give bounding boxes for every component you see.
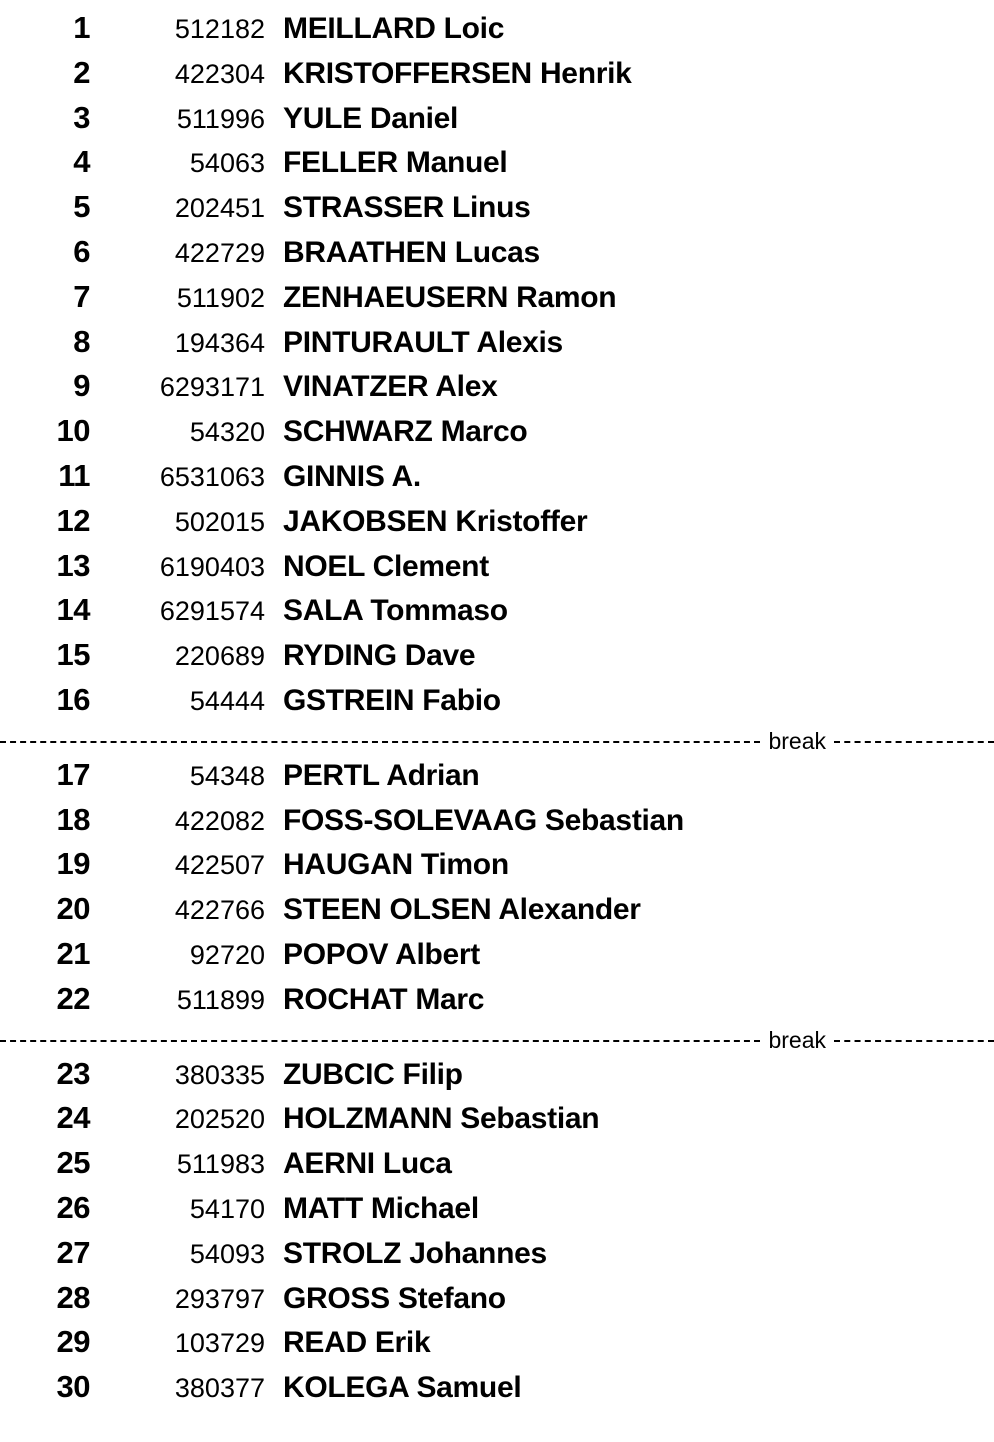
table-row[interactable]	[0, 144, 994, 189]
table-row[interactable]	[0, 981, 994, 1026]
bib-number: 422304	[174, 58, 265, 89]
table-row[interactable]	[0, 936, 994, 981]
athlete-name: PERTL Adrian	[283, 758, 480, 792]
table-row[interactable]	[0, 368, 994, 413]
athlete-name: ROCHAT Marc	[283, 982, 485, 1016]
athlete-name: YULE Daniel	[283, 101, 459, 135]
bib-number: 194364	[174, 327, 265, 358]
athlete-name: STROLZ Johannes	[283, 1236, 547, 1270]
table-row[interactable]	[0, 1100, 994, 1145]
bib-number: 54170	[189, 1193, 265, 1224]
table-row[interactable]	[0, 234, 994, 279]
break-line-left	[0, 741, 760, 743]
bib-number: 380335	[174, 1059, 265, 1090]
athlete-name: ZENHAEUSERN Ramon	[283, 280, 617, 314]
bib-number: 511899	[176, 984, 265, 1015]
athlete-name: GROSS Stefano	[283, 1281, 506, 1315]
athlete-name: READ Erik	[283, 1326, 431, 1360]
bib-number: 502015	[174, 506, 265, 537]
athlete-name: FOSS-SOLEVAAG Sebastian	[283, 803, 684, 837]
athlete-name: GINNIS A.	[283, 459, 421, 493]
rank-number: 23	[56, 1055, 90, 1091]
rank-number: 25	[56, 1145, 90, 1181]
athlete-name: BRAATHEN Lucas	[283, 235, 540, 269]
athlete-name: SCHWARZ Marco	[283, 415, 528, 449]
bib-number: 54093	[189, 1238, 265, 1269]
athlete-name: SALA Tommaso	[283, 594, 508, 628]
bib-number: 54063	[189, 148, 265, 179]
table-row[interactable]	[0, 458, 994, 503]
rank-number: 1	[73, 10, 90, 45]
table-row[interactable]	[0, 682, 994, 727]
rank-number: 11	[58, 457, 90, 493]
rank-number: 6	[73, 233, 90, 269]
bib-number: 293797	[174, 1283, 265, 1314]
rank-number: 7	[73, 278, 90, 314]
rank-number: 3	[73, 99, 90, 135]
rank-number: 29	[56, 1324, 90, 1360]
table-row[interactable]	[0, 100, 994, 145]
table-row[interactable]	[0, 802, 994, 847]
table-row[interactable]	[0, 189, 994, 234]
rank-number: 9	[73, 368, 90, 404]
bib-number: 422082	[174, 805, 265, 836]
bib-number: 54320	[189, 417, 265, 448]
rank-number: 20	[56, 891, 90, 927]
athlete-name: PINTURAULT Alexis	[283, 325, 563, 359]
rank-number: 13	[56, 547, 90, 583]
table-row[interactable]	[0, 891, 994, 936]
table-row[interactable]	[0, 1280, 994, 1325]
bib-number: 54348	[189, 760, 265, 791]
bib-number: 422507	[174, 850, 265, 881]
table-row[interactable]	[0, 324, 994, 369]
table-row[interactable]	[0, 757, 994, 802]
table-row[interactable]	[0, 1056, 994, 1101]
bib-number: 202451	[174, 193, 265, 224]
athlete-name: FELLER Manuel	[283, 146, 508, 180]
athlete-name: JAKOBSEN Kristoffer	[283, 504, 588, 538]
break-label: break	[768, 728, 826, 755]
bib-number: 422766	[174, 895, 265, 926]
bib-number: 511902	[176, 282, 265, 313]
table-row[interactable]	[0, 1145, 994, 1190]
table-row[interactable]	[0, 637, 994, 682]
table-row[interactable]	[0, 413, 994, 458]
table-row[interactable]	[0, 10, 994, 55]
rank-number: 17	[56, 756, 90, 792]
bib-number: 511996	[176, 103, 265, 134]
bib-number: 512182	[174, 14, 265, 44]
bib-number: 202520	[174, 1104, 265, 1135]
table-row[interactable]	[0, 548, 994, 593]
bib-number: 220689	[174, 641, 265, 672]
table-row[interactable]	[0, 1369, 994, 1414]
table-row[interactable]	[0, 1324, 994, 1369]
bib-number: 6291574	[159, 596, 265, 627]
athlete-name: MATT Michael	[283, 1191, 479, 1225]
break-separator	[0, 727, 994, 757]
break-line-right	[834, 741, 994, 743]
bib-number: 422729	[174, 237, 265, 268]
athlete-name: HAUGAN Timon	[283, 848, 509, 882]
bib-number: 54444	[189, 685, 265, 716]
bib-number: 511983	[176, 1149, 265, 1180]
rank-number: 14	[56, 592, 90, 628]
rank-number: 16	[56, 681, 90, 717]
athlete-name: GSTREIN Fabio	[283, 683, 501, 717]
athlete-name: STRASSER Linus	[283, 191, 531, 225]
rank-number: 24	[56, 1100, 90, 1136]
athlete-name: STEEN OLSEN Alexander	[283, 893, 641, 927]
table-row[interactable]	[0, 55, 994, 100]
rank-number: 8	[73, 323, 90, 359]
break-line-left	[0, 1040, 760, 1042]
bib-number: 6190403	[159, 551, 265, 582]
bib-number: 380377	[174, 1373, 265, 1404]
athlete-name: KOLEGA Samuel	[283, 1371, 522, 1405]
table-row[interactable]	[0, 1190, 994, 1235]
rank-number: 5	[73, 189, 90, 225]
rank-number: 28	[56, 1279, 90, 1315]
athlete-name: MEILLARD Loic	[283, 12, 505, 45]
rank-number: 12	[56, 502, 90, 538]
rank-number: 15	[56, 637, 90, 673]
table-row[interactable]	[0, 503, 994, 548]
break-separator	[0, 1026, 994, 1056]
athlete-name: AERNI Luca	[283, 1147, 452, 1181]
athlete-name: VINATZER Alex	[283, 370, 498, 404]
bib-number: 103729	[174, 1328, 265, 1359]
table-row[interactable]	[0, 279, 994, 324]
athlete-name: ZUBCIC Filip	[283, 1057, 463, 1091]
bib-number: 6293171	[159, 372, 265, 403]
athlete-name: HOLZMANN Sebastian	[283, 1102, 600, 1136]
bib-number: 92720	[189, 939, 265, 970]
rank-number: 30	[56, 1369, 90, 1405]
table-row[interactable]	[0, 846, 994, 891]
rank-number: 2	[73, 54, 90, 90]
rank-number: 27	[56, 1234, 90, 1270]
break-line-right	[834, 1040, 994, 1042]
athlete-name: RYDING Dave	[283, 639, 476, 673]
athlete-name: POPOV Albert	[283, 937, 480, 971]
bib-number: 6531063	[159, 461, 265, 492]
athlete-name: NOEL Clement	[283, 549, 489, 583]
rank-number: 18	[56, 801, 90, 837]
rank-number: 21	[56, 935, 90, 971]
break-label: break	[768, 1027, 826, 1054]
rank-number: 22	[56, 980, 90, 1016]
rank-number: 19	[56, 846, 90, 882]
rank-number: 26	[56, 1189, 90, 1225]
table-row[interactable]	[0, 1235, 994, 1280]
rank-number: 10	[56, 413, 90, 449]
table-row[interactable]	[0, 592, 994, 637]
athlete-name: KRISTOFFERSEN Henrik	[283, 56, 632, 90]
rank-number: 4	[73, 144, 90, 180]
